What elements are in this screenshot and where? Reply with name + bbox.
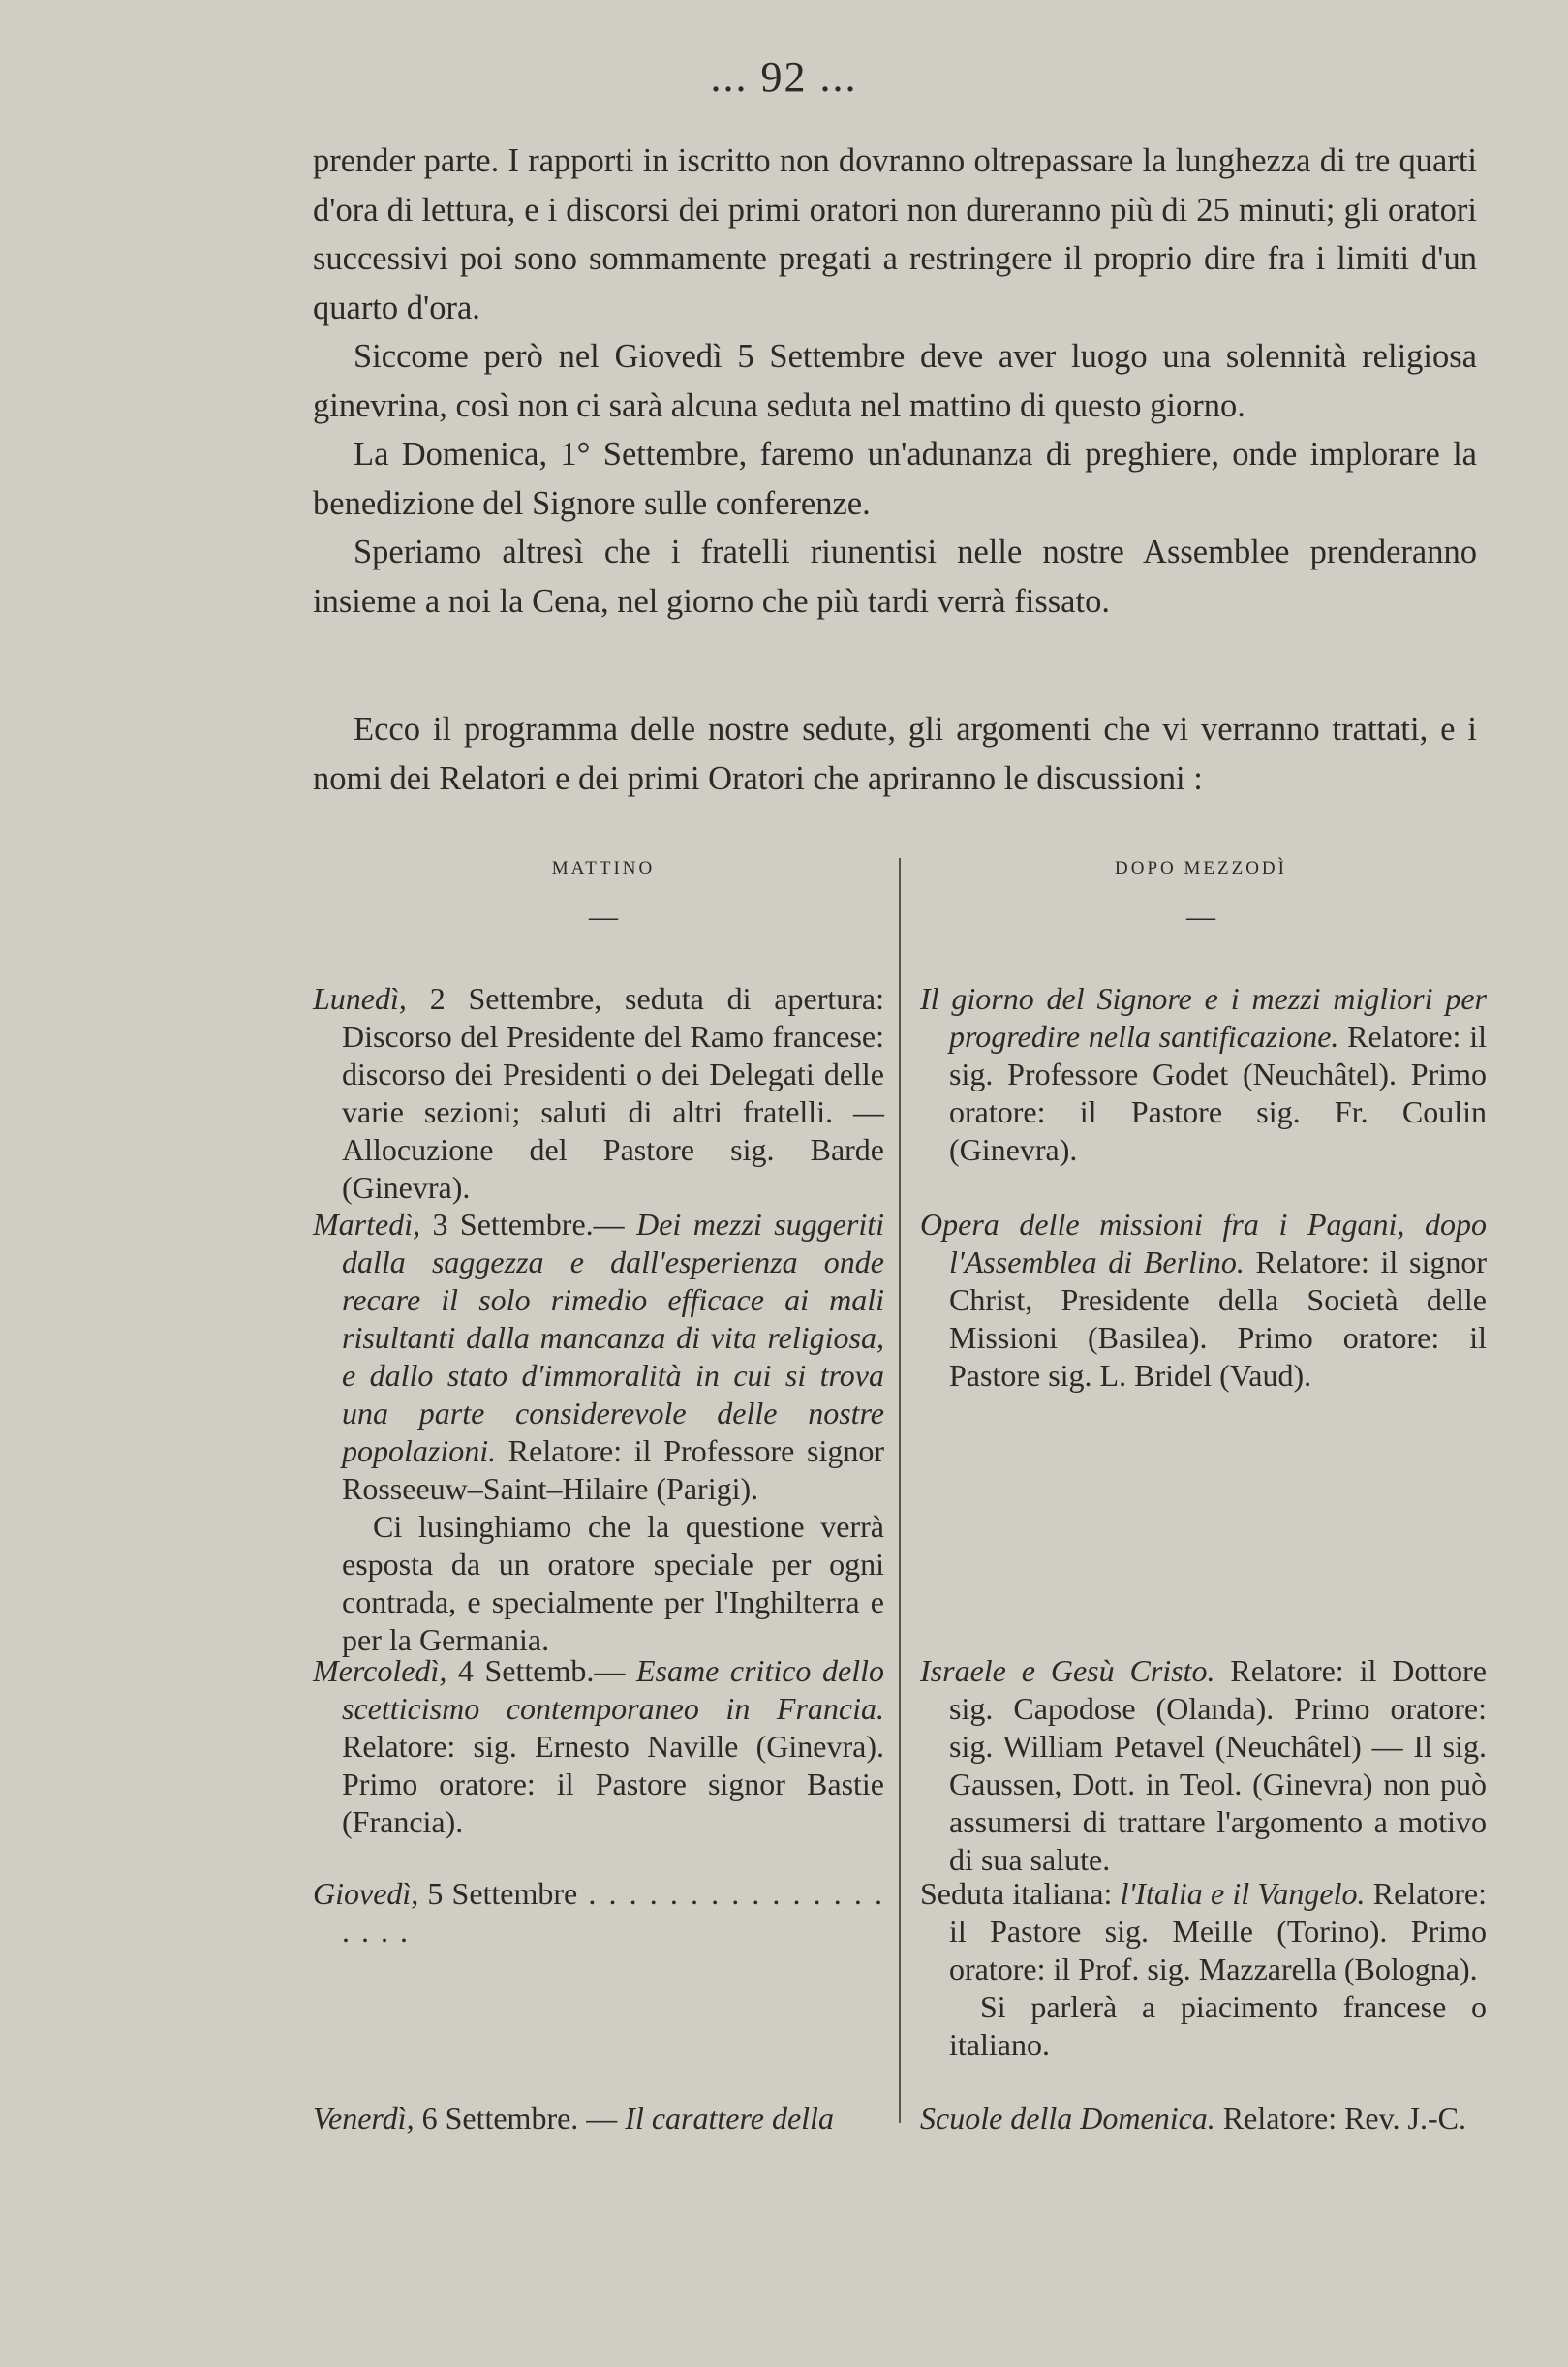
entry-note: Ci lusinghiamo che la questione verrà esposta da un oratore speciale per ogni contrada, e specialmente per l'Inghilterra e per la Germania. bbox=[342, 1509, 884, 1657]
paragraph: Siccome però nel Giovedì 5 Settembre deve aver luogo una solennità religiosa ginevrina, così non ci sarà alcuna seduta nel mattino di questo giorno. bbox=[313, 338, 1477, 424]
intro-text bbox=[313, 137, 1477, 626]
paragraph: Speriamo altresì che i fratelli riunentisi nelle nostre Assemblee prenderanno insieme a noi la Cena, nel giorno che più tardi verrà fissato. bbox=[313, 534, 1477, 620]
entry-topic: Opera delle missioni fra i Pagani, dopo l'Assemblea di Berlino. bbox=[920, 1207, 1487, 1279]
schedule-entry-friday bbox=[313, 2100, 884, 2137]
entry-text: 2 Settembre, seduta di apertura: Discorso del Presidente del Ramo francese: discorso dei Presidenti o dei Delegati delle varie sezioni; saluti di altri fratelli. — Allocuzione del Pastore sig. Barde (Ginevra). bbox=[342, 981, 884, 1205]
entry-text: Relatore: Rev. J.-C. bbox=[1214, 2101, 1466, 2136]
entry-lead: Seduta italiana: bbox=[920, 1876, 1121, 1911]
entry-text: Relatore: il Dottore sig. Capodose (Olanda). Primo oratore: sig. William Petavel (Neuchâtel) — Il sig. Gaussen, Dott. in Teol. (Ginevra) non può assumersi di trattare l'argomento a motivo di sua salute. bbox=[949, 1653, 1488, 1877]
page-number: ... 92 ... bbox=[710, 53, 858, 101]
day-label: Martedì, bbox=[313, 1207, 421, 1242]
entry-text: Relatore: il sig. Professore Godet (Neuchâtel). Primo oratore: il Pastore sig. Fr. Coulin (Ginevra). bbox=[949, 1019, 1487, 1167]
entry-topic: Scuole della Domenica. bbox=[920, 2101, 1215, 2136]
schedule-entry-tuesday bbox=[313, 1206, 884, 1659]
schedule-entry-monday bbox=[313, 980, 884, 1207]
schedule-entry-thursday bbox=[313, 1875, 884, 1951]
day-label: Venerdì, bbox=[313, 2101, 415, 2136]
program-intro-block bbox=[313, 705, 1477, 803]
entry-date: 3 Settembre.— bbox=[420, 1207, 637, 1242]
column-dash: — bbox=[1186, 901, 1215, 933]
day-label: Lunedì, bbox=[313, 981, 407, 1016]
entry-note: Si parlerà a piacimento francese o italiano. bbox=[949, 1989, 1487, 2062]
afternoon-entry-thursday bbox=[920, 1875, 1487, 2064]
afternoon-entry-friday bbox=[920, 2100, 1487, 2137]
entry-text: Relatore: il Pastore sig. Meille (Torino). Primo oratore: il Prof. sig. Mazzarella (Bologna). bbox=[949, 1876, 1488, 1986]
program-intro: Ecco il programma delle nostre sedute, gli argomenti che vi verranno trattati, e i nomi dei Relatori e dei primi Oratori che apriranno le discussioni : bbox=[313, 711, 1477, 797]
entry-text: Relatore: il Professore signor Rosseeuw–Saint–Hilaire (Parigi). bbox=[342, 1433, 884, 1506]
leader-dots: . . . . . . . . . . . . . . . . . . . bbox=[342, 1876, 885, 1949]
entry-topic: Dei mezzi suggeriti dalla saggezza e dall'esperienza onde recare il solo rimedio efficace ai mali risultanti dalla mancanza di vita religiosa, e dallo stato d'immoralità in cui si trova una parte considerevole delle nostre popolazioni. bbox=[342, 1207, 885, 1468]
schedule-entry-wednesday bbox=[313, 1652, 884, 1841]
entry-topic: l'Italia e il Vangelo. bbox=[1120, 1876, 1366, 1911]
entry-topic: Israele e Gesù Cristo. bbox=[920, 1653, 1215, 1688]
column-header-afternoon: DOPO MEZZODÌ bbox=[1115, 858, 1287, 878]
afternoon-entry-tuesday bbox=[920, 1206, 1487, 1395]
day-label: Giovedì, bbox=[313, 1876, 419, 1911]
paragraph: La Domenica, 1° Settembre, faremo un'adunanza di preghiere, onde implorare la benedizione del Signore sulle conferenze. bbox=[313, 436, 1477, 522]
entry-text: Relatore: sig. Ernesto Naville (Ginevra). Primo oratore: il Pastore signor Bastie (Francia). bbox=[342, 1729, 884, 1839]
afternoon-entry-wednesday bbox=[920, 1652, 1487, 1879]
column-dash: — bbox=[589, 901, 618, 933]
entry-topic: Il giorno del Signore e i mezzi migliori per progredire nella santificazione. bbox=[920, 981, 1487, 1054]
entry-text: 5 Settembre bbox=[418, 1876, 578, 1911]
column-header-morning: MATTINO bbox=[551, 858, 656, 878]
day-label: Mercoledì, bbox=[313, 1653, 447, 1688]
entry-text: Relatore: il signor Christ, Presidente della Società delle Missioni (Basilea). Primo oratore: il Pastore sig. L. Bridel (Vaud). bbox=[949, 1245, 1488, 1393]
entry-topic: Il carattere della bbox=[625, 2101, 834, 2136]
afternoon-entry-monday bbox=[920, 980, 1487, 1169]
paragraph: prender parte. I rapporti in iscritto non dovranno oltrepassare la lunghezza di tre quarti d'ora di lettura, e i discorsi dei primi oratori non dureranno più di 25 minuti; gli oratori successivi poi sono sommamente pregati a restringere il proprio dire fra i limiti d'un quarto d'ora. bbox=[313, 142, 1477, 326]
entry-date: 4 Settemb.— bbox=[446, 1653, 636, 1688]
entry-date: 6 Settembre. — bbox=[414, 2101, 626, 2136]
entry-topic: Esame critico dello scetticismo contemporaneo in Francia. bbox=[342, 1653, 885, 1726]
column-divider bbox=[899, 858, 901, 2123]
